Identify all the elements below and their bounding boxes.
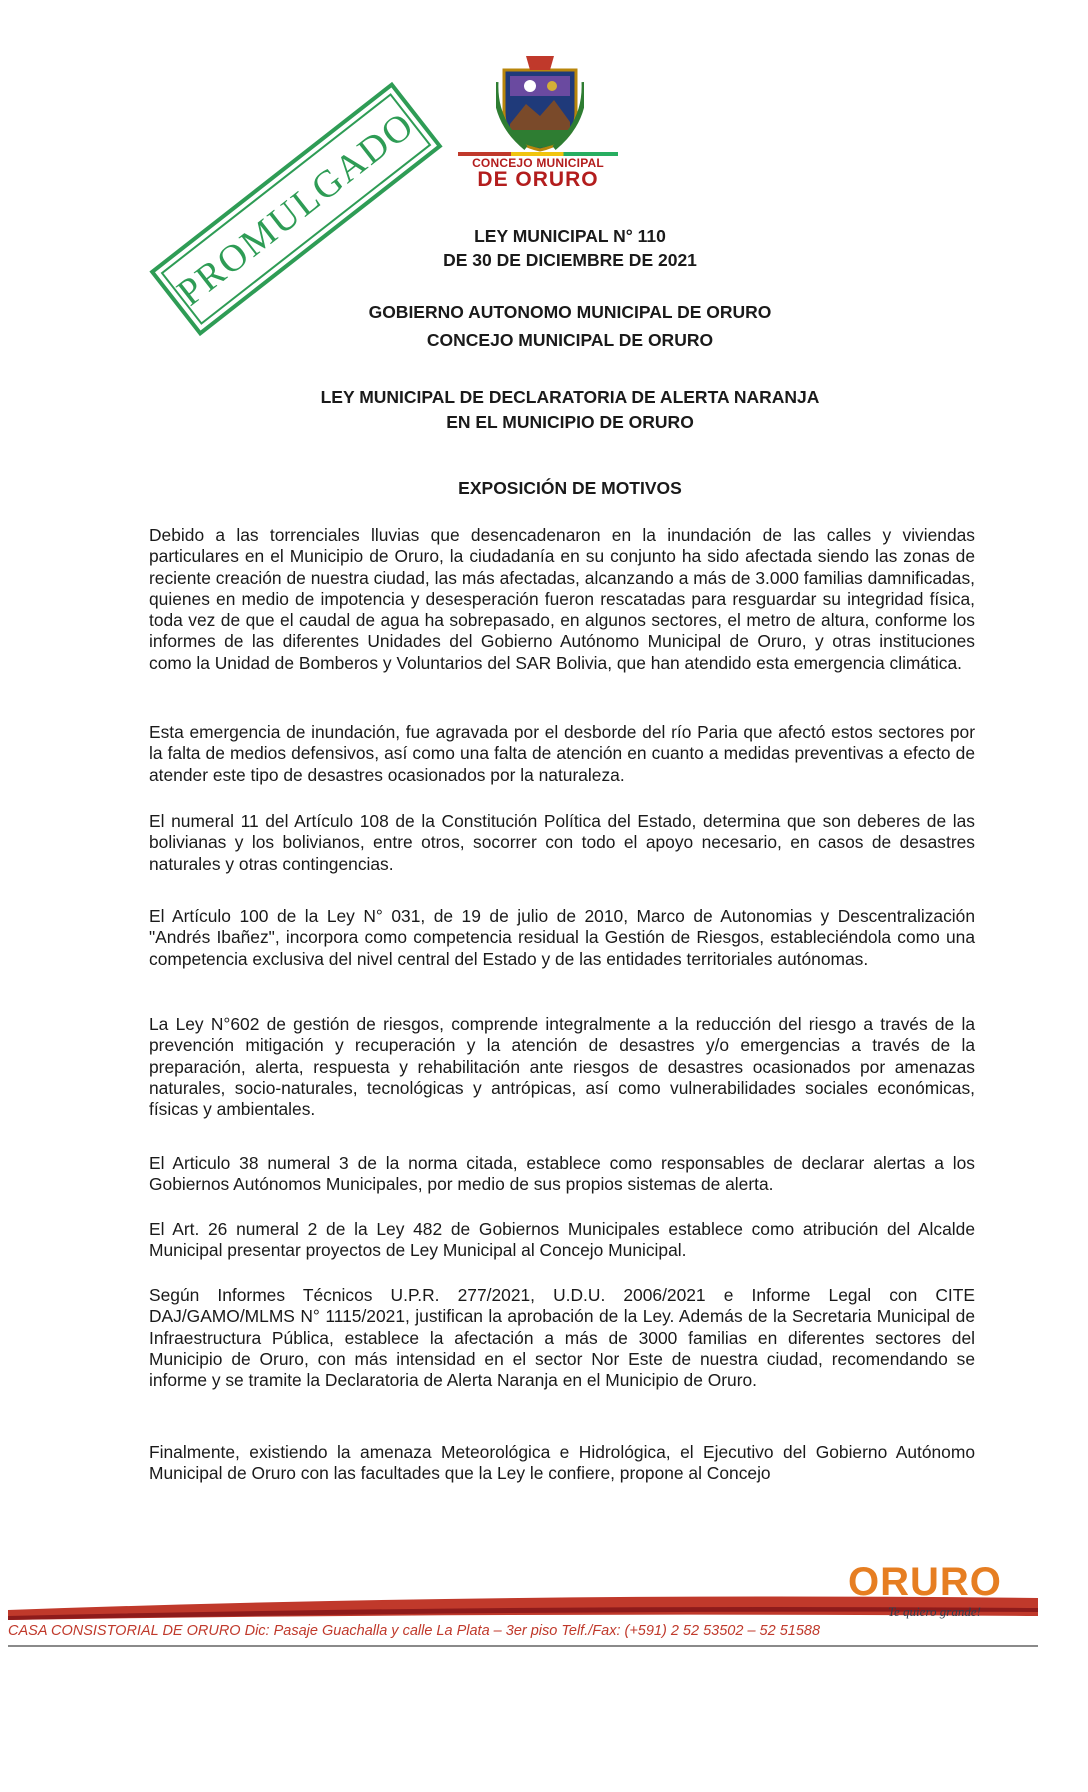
government-name: GOBIERNO AUTONOMO MUNICIPAL DE ORURO: [368, 302, 772, 322]
paragraph: Según Informes Técnicos U.P.R. 277/2021, U.D.U. 2006/2021 e Informe Legal con CITE DAJ/GAMO/MLMS N° 1115/2021, justifican la aprobación de la Ley. Además de la Secretaria Municipal de Infraestructura Pública, establece la afectación a más de 3000 familias en diferentes sectores del Municipio de Oruro, con más intensidad en el sector Nor Este de nuestra ciudad, recomendando se informe y se tramite la Declaratoria de Alerta Naranja en el Municipio de Oruro.: [149, 1285, 975, 1391]
paragraph: Esta emergencia de inundación, fue agravada por el desborde del río Paria que afectó estos sectores por la falta de medios defensivos, así como una falta de atención en cuanto a medidas preventivas a efecto de atender este tipo de desastres ocasionados por la naturaleza.: [149, 722, 975, 785]
law-date: DE 30 DE DICIEMBRE DE 2021: [443, 250, 697, 270]
stamp-text: PROMULGADO: [169, 103, 423, 315]
coat-of-arms-icon: [496, 52, 584, 152]
paragraph: Finalmente, existiendo la amenaza Meteorológica e Hidrológica, el Ejecutivo del Gobierno Autónomo Municipal de Oruro con las facultades que la Ley le confiere, propone al Concejo: [149, 1442, 975, 1484]
footer-address: CASA CONSISTORIAL DE ORURO Dic: Pasaje Guachalla y calle La Plata – 3er piso Telf./Fax: (+591) 2 52 53502 – 52 51588: [8, 1623, 821, 1639]
council-logo: [448, 52, 628, 192]
law-number: LEY MUNICIPAL N° 110: [474, 226, 666, 246]
paragraph: Debido a las torrenciales lluvias que desencadenaron en la inundación de las calles y viviendas particulares en el Municipio de Oruro, la ciudadanía en su conjunto ha sido afectada siendo las zonas de reciente creación de nuestra ciudad, las más afectadas, alcanzando a más de 3.000 familias damnificadas, quienes en medio de impotencia y desesperación fueron rescatadas para resguardar su integridad física, toda vez de que el caudal de agua ha sobrepasado, en algunos sectores, el metro de altura, conforme los informes de las diferentes Unidades del Gobierno Autónomo Municipal de Oruro, y otras instituciones como la Unidad de Bomberos y Voluntarios del SAR Bolivia, que han atendido esta emergencia climática.: [149, 525, 975, 673]
brand-slogan: Te quiero grande!: [888, 1604, 981, 1619]
law-title-line2: EN EL MUNICIPIO DE ORURO: [446, 412, 694, 432]
law-title-line1: LEY MUNICIPAL DE DECLARATORIA DE ALERTA NARANJA: [320, 387, 820, 407]
section-heading: EXPOSICIÓN DE MOTIVOS: [458, 478, 682, 498]
council-name-line2: DE ORURO: [477, 168, 599, 191]
paragraph: El Artículo 100 de la Ley N° 031, de 19 de julio de 2010, Marco de Autonomias y Descentralización "Andrés Ibañez", incorpora como competencia residual la Gestión de Riesgos, estableciéndola como una competencia exclusiva del nivel central del Estado y de las entidades territoriales autónomas.: [149, 906, 975, 969]
paragraph: El Art. 26 numeral 2 de la Ley 482 de Gobiernos Municipales establece como atribución del Alcalde Municipal presentar proyectos de Ley Municipal al Concejo Municipal.: [149, 1219, 975, 1261]
paragraph: El numeral 11 del Artículo 108 de la Constitución Política del Estado, determina que son deberes de las bolivianas y los bolivianos, entre otros, socorrer con todo el apoyo necesario, en casos de desastres naturales y otras contingencias.: [149, 811, 975, 874]
stamp-inner-border: [161, 93, 432, 325]
paragraph: El Articulo 38 numeral 3 de la norma citada, establece como responsables de declarar alertas a los Gobiernos Autónomos Municipales, por medio de sus propios sistemas de alerta.: [149, 1153, 975, 1195]
footer-divider: [8, 1645, 1038, 1647]
council-name: CONCEJO MUNICIPAL DE ORURO: [426, 330, 714, 350]
council-name-line1: CONCEJO MUNICIPAL: [472, 156, 604, 170]
oruro-brand: [848, 1560, 1028, 1620]
brand-word: ORURO: [848, 1560, 1002, 1604]
promulgado-stamp: [149, 82, 442, 336]
paragraph: La Ley N°602 de gestión de riesgos, comprende integralmente a la reducción del riesgo a través de la prevención mitigación y recuperación y la atención de desastres y/o emergencias a través de la preparación, alerta, respuesta y rehabilitación ante riesgos de desastres ocasionados por amenazas naturales, socio-naturales, tecnológicas y antrópicas, así como vulnerabilidades sociales económicas, físicas y ambientales.: [149, 1014, 975, 1120]
